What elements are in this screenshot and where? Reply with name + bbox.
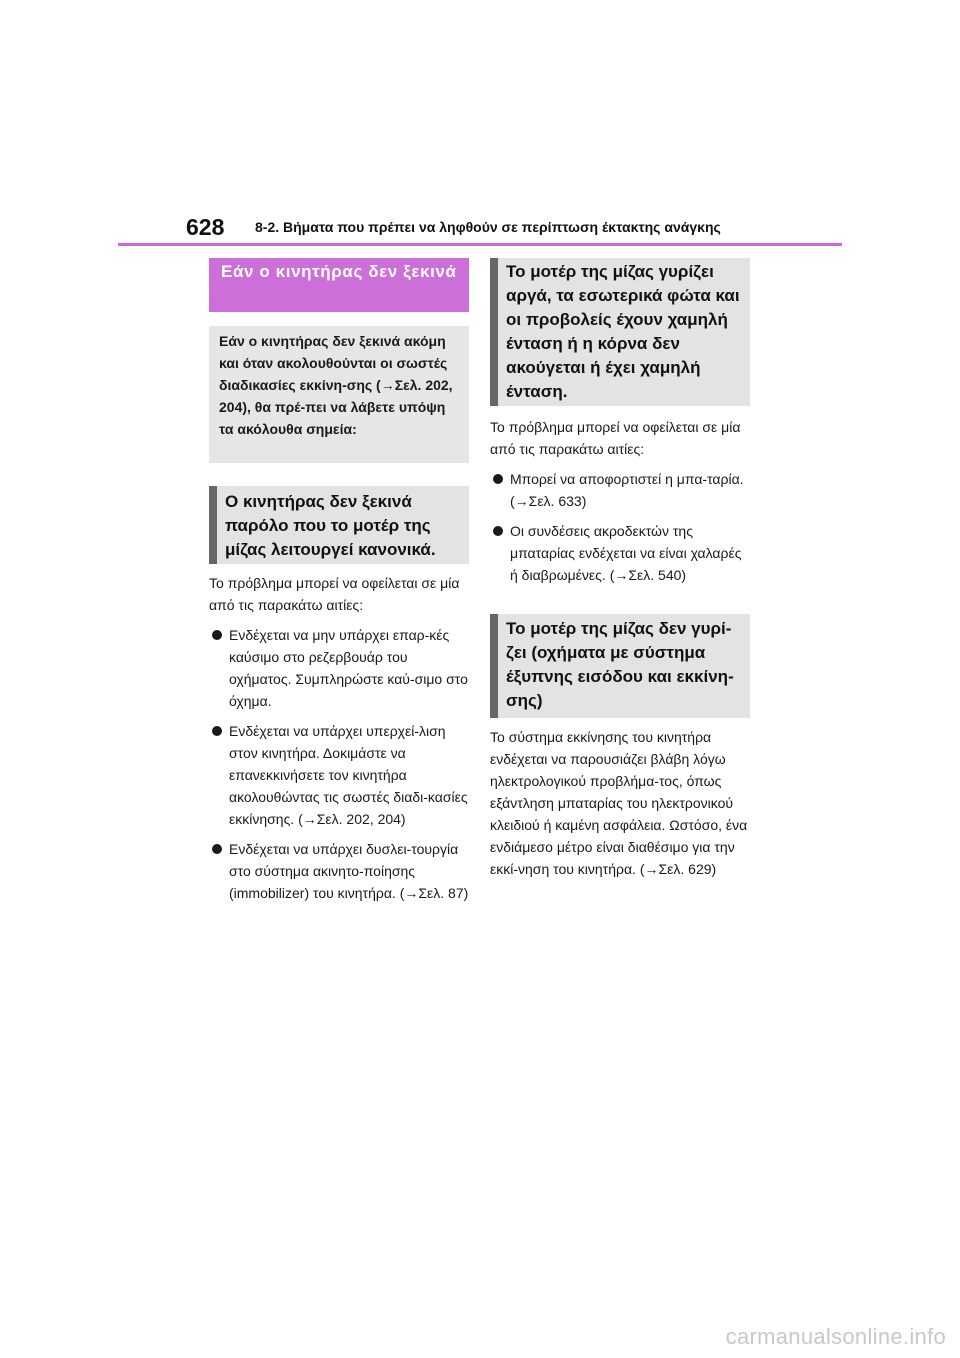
starter-system-paragraph: Το σύστημα εκκίνησης του κινητήρα ενδέχεται να παρουσιάζει βλάβη λόγω ηλεκτρολογικού προβλήμα-τος, όπως εξάντληση μπαταρίας του ηλεκτρονικού κλειδιού ή καμένη ασφάλεια. Ωστόσο, ένα ενδιάμεσο μέτρο είναι διαθέσιμο για την εκκί-νηση του κινητήρα. (→Σελ. 629) [490, 729, 748, 877]
list-item [209, 720, 469, 830]
bullet-dot-icon [493, 526, 503, 536]
bullet-dot-icon [212, 726, 222, 736]
causes-paragraph: Το πρόβλημα μπορεί να οφείλεται σε μία από τις παρακάτω αιτίες: [490, 419, 741, 457]
subheading-starter-slow: Το μοτέρ της μίζας γυρίζει αργά, τα εσωτερικά φώτα και οι προβολείς έχουν χαμηλή ένταση ή η κόρνα δεν ακούγεται ή έχει χαμηλή ένταση. [490, 258, 750, 406]
list-item-text: Ενδέχεται να υπάρχει υπερχεί-λιση στον κινητήρα. Δοκιμάστε να επανεκκινήσετε τον κινητήρα ακολουθώντας τις σωστές διαδι-κασίες εκκίνησης. (→Σελ. 202, 204) [229, 723, 468, 827]
section-title: Εάν ο κινητήρας δεν ξεκινά [209, 258, 469, 312]
bullet-dot-icon [212, 630, 222, 640]
bullet-dot-icon [493, 474, 503, 484]
subheading-starter-not-turning: Το μοτέρ της μίζας δεν γυρί-ζει (οχήματα με σύστημα έξυπνης εισόδου και εκκίνη-σης) [490, 614, 750, 718]
left-column [209, 258, 469, 912]
list-item-text: Οι συνδέσεις ακροδεκτών της μπαταρίας ενδέχεται να είναι χαλαρές ή διαβρωμένες. (→Σελ. 540) [510, 523, 742, 583]
list-item-text: Μπορεί να αποφορτιστεί η μπα-ταρία. (→Σελ. 633) [510, 471, 744, 509]
chapter-title: 8-2. Βήματα που πρέπει να ληφθούν σε περίπτωση έκτακτης ανάγκης [255, 219, 721, 235]
header-divider [118, 243, 842, 246]
page-header [0, 0, 960, 250]
list-item [209, 624, 469, 712]
list-item-text: Ενδέχεται να μην υπάρχει επαρ-κές καύσιμο στο ρεζερβουάρ του οχήματος. Συμπληρώστε καύ-σιμο στο όχημα. [229, 627, 468, 709]
causes-list [209, 624, 469, 904]
list-item [490, 520, 750, 586]
watermark: carmanualsonline.info [725, 1324, 946, 1349]
list-item-text: Ενδέχεται να υπάρχει δυσλει-τουργία στο σύστημα ακινητο-ποίησης (immobilizer) του κινητήρα. (→Σελ. 87) [229, 841, 469, 901]
list-item [209, 838, 469, 904]
causes-list [490, 468, 750, 586]
intro-box: Εάν ο κινητήρας δεν ξεκινά ακόμη και όταν ακολουθούνται οι σωστές διαδικασίες εκκίνη-σης (→Σελ. 202, 204), θα πρέ-πει να λάβετε υπόψη τα ακόλουθα σημεία: [209, 326, 469, 463]
page-number: 628 [186, 214, 225, 240]
right-column [490, 258, 750, 880]
bullet-dot-icon [212, 844, 222, 854]
subheading-starter-normal: Ο κινητήρας δεν ξεκινά παρόλο που το μοτέρ της μίζας λειτουργεί κανονικά. [209, 486, 469, 564]
causes-paragraph: Το πρόβλημα μπορεί να οφείλεται σε μία από τις παρακάτω αιτίες: [209, 575, 460, 613]
list-item [490, 468, 750, 512]
